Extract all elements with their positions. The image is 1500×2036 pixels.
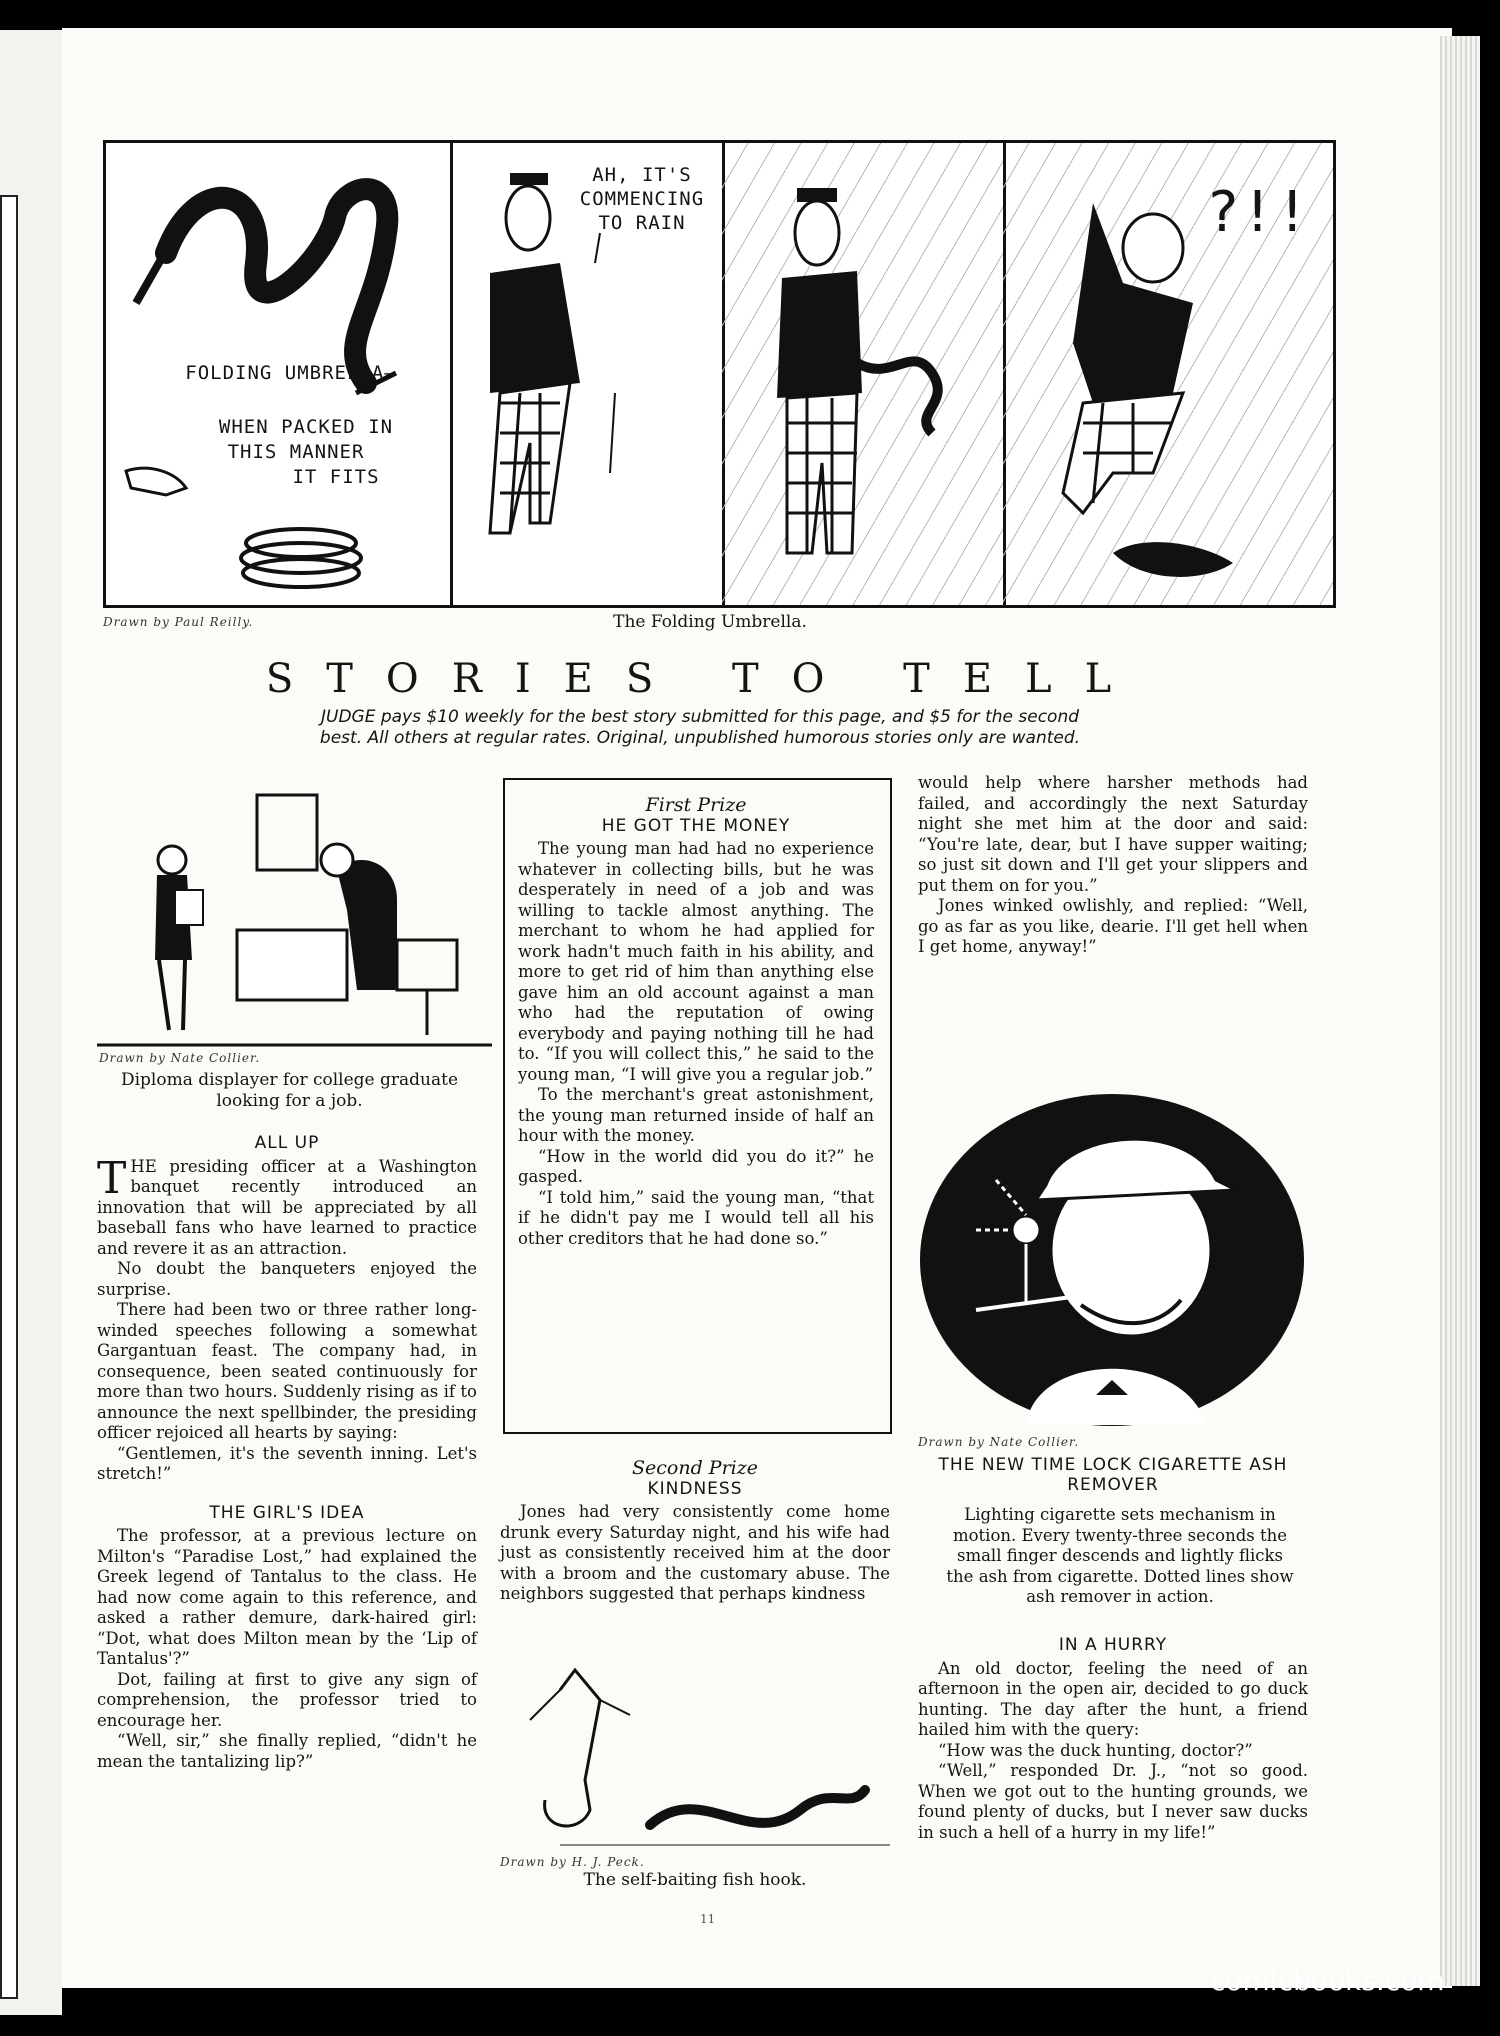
fish-hook-caption: The self-baiting fish hook. [583, 1870, 807, 1890]
story-girls-idea-p1: The professor, at a previous lecture on Milton's “Paradise Lost,” had explained the Greek legend of Tantalus to the class. He had now come again to this reference, and asked a rather demure, dark-haired girl: “Dot, what does Milton mean by the ‘Lip of Tantalus'?” [97, 1526, 477, 1668]
comic-panel-4 [1003, 143, 1333, 605]
left-page-border [0, 195, 18, 1999]
story-girls-idea-p3: “Well, sir,” she finally replied, “didn't he mean the tantalizing lip?” [97, 1731, 477, 1771]
intro-line-1: JUDGE pays $10 weekly for the best story submitted for this page, and $5 for the second [320, 707, 1080, 727]
story-title-in-a-hurry: IN A HURRY [1058, 1635, 1168, 1655]
story-all-up-p1-text: HE presiding officer at a Washington banquet recently introduced an innovation that will be appreciated by all baseball fans who have learned to practice and revere it as an attraction. [97, 1156, 477, 1258]
comic-strip [103, 140, 1336, 608]
watermark: comicbooks.com [1210, 1964, 1445, 1997]
second-prize-label: Second Prize [632, 1457, 758, 1479]
kindness-continued [918, 773, 1308, 958]
panel1-label-line4: IT FITS [292, 466, 380, 488]
story-all-up-p4: “Gentlemen, it's the seventh inning. Let's stretch!” [97, 1443, 477, 1483]
comic-credit: Drawn by Paul Reilly. [103, 615, 254, 629]
ash-remover-credit: Drawn by Nate Collier. [918, 1435, 1080, 1449]
ash-remover-caption: Lighting cigarette sets mechanism in motion. Every twenty-three seconds the small finger descends and lightly flicks the ash from cigarette. Dotted lines show ash remover in action. [946, 1505, 1294, 1606]
in-a-hurry-p1: An old doctor, feeling the need of an afternoon in the open air, decided to go duck hunting. The day after the hunt, a friend hailed him with the query: [918, 1658, 1308, 1739]
page-title: STORIES TO TELL [265, 656, 1145, 702]
speech-balloon-line3: TO RAIN [598, 212, 686, 234]
story-all-up-p3: There had been two or three rather long-winded speeches following a somewhat Gargantuan feast. The company had, in consequence, been seated continuously for more than two hours. Suddenly rising as if to announce the next spellbinder, the presiding officer rejoiced all hearts by saying: [97, 1300, 477, 1442]
in-a-hurry-p3: “Well,” responded Dr. J., “not so good. When we got out to the hunting grounds, we found plenty of ducks, but I never saw ducks in such a hell of a hurry in my life!” [918, 1761, 1308, 1842]
diploma-cartoon-credit: Drawn by Nate Collier. [99, 1051, 261, 1065]
panel1-label-line3: THIS MANNER [227, 441, 365, 463]
speech-balloon-line2: COMMENCING [579, 188, 705, 210]
first-prize-story [518, 795, 874, 1249]
fish-hook-cartoon [500, 1660, 890, 1860]
he-got-the-money-p4: “I told him,” said the young man, “that if he didn't pay me I would tell all his other creditors that he had done so.” [518, 1187, 874, 1248]
dropcap: T [97, 1152, 127, 1204]
comic-caption: The Folding Umbrella. [613, 612, 807, 632]
first-prize-label: First Prize [645, 794, 747, 816]
kindness-cont-p2: Jones winked owlishly, and replied: “Well, go as far as you like, dearie. I'll get hell when I get home, anyway!” [918, 896, 1308, 956]
in-a-hurry-story [918, 1635, 1308, 1843]
story-title-girls-idea: THE GIRL'S IDEA [209, 1502, 365, 1523]
intro-text [175, 707, 1225, 749]
in-a-hurry-p2: “How was the duck hunting, doctor?” [938, 1740, 1253, 1760]
story-all-up-p1 [97, 1152, 477, 1260]
page-number: 11 [700, 1912, 716, 1926]
story-all-up-p2: No doubt the banqueters enjoyed the surprise. [97, 1259, 477, 1299]
speech-balloon-line1: AH, IT'S [592, 164, 692, 186]
second-prize-story [500, 1458, 890, 1605]
left-column-stories [97, 1133, 477, 1772]
comic-panel-2 [450, 143, 725, 605]
comic-panel-3 [722, 143, 1006, 605]
panel1-label-line2: WHEN PACKED IN [218, 416, 394, 438]
man-umbrella-rain-drawing [722, 143, 1003, 605]
story-title-all-up: ALL UP [254, 1133, 320, 1153]
story-title-he-got-the-money: HE GOT THE MONEY [601, 815, 791, 836]
he-got-the-money-p1: The young man had had no experience whatever in collecting bills, but he was desperately in need of a job and was willing to tackle almost anything. The merchant to whom he had applied for work hadn't much faith in his ability, and more to get rid of him than anything else gave him an old account against a man who had the reputation of owing everybody and paying nothing till he had to. “If you will collect this,” he said to the young man, “I will give you a regular job.” [518, 839, 874, 1084]
panel1-label-line1: FOLDING UMBRELLA— [185, 362, 397, 384]
cigarette-ash-remover-cartoon [916, 1090, 1308, 1430]
kindness-p1: Jones had very consistently come home drunk every Saturday night, and his wife had just as consistently received him at the door with a broom and the customary abuse. The neighbors suggested that perhaps kindness [500, 1502, 890, 1603]
comic-panel-1 [106, 143, 453, 605]
page-stack-edge [1440, 36, 1480, 1986]
intro-line-2: best. All others at regular rates. Original, unpublished humorous stories only are wanted. [319, 728, 1081, 748]
he-got-the-money-p2: To the merchant's great astonishment, the young man returned inside of half an hour with the money. [518, 1085, 874, 1145]
exclamation-marks: ?!! [1205, 180, 1311, 245]
fish-hook-credit: Drawn by H. J. Peck. [500, 1855, 645, 1869]
kindness-cont-p1: would help where harsher methods had failed, and accordingly the next Saturday night she met him at the door and said: “You're late, dear, but I have supper waiting; so just sit down and I'll get your slippers and put them on for you.” [918, 773, 1308, 895]
story-girls-idea-p2: Dot, failing at first to give any sign of comprehension, the professor tried to encourage her. [97, 1669, 477, 1730]
diploma-cartoon-caption: Diploma displayer for college graduate looking for a job. [120, 1070, 459, 1111]
ash-remover-title: THE NEW TIME LOCK CIGARETTE ASH REMOVER [938, 1455, 1288, 1495]
story-title-kindness: KINDNESS [647, 1478, 743, 1499]
diploma-displayer-cartoon [97, 790, 497, 1050]
he-got-the-money-p3: “How in the world did you do it?” he gasped. [518, 1146, 874, 1186]
